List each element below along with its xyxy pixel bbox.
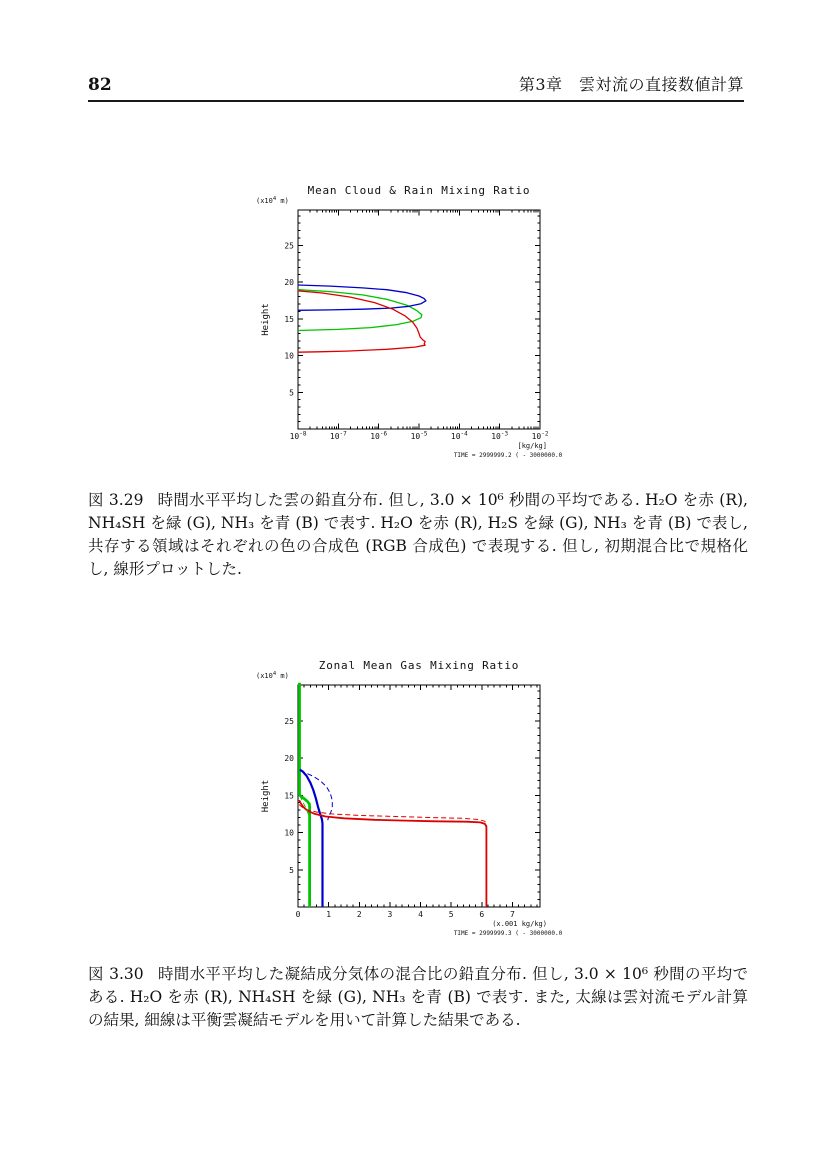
series-NH3-equilibrium-thin-blue — [300, 771, 332, 821]
figure-3-30-label: 図 3.30 — [88, 965, 144, 983]
mean-cloud-rain-mixing-ratio-plot — [250, 180, 590, 480]
y-axis-label: Height — [261, 779, 271, 813]
x-tick-label: 1 — [326, 910, 332, 919]
series-NH3-cloud-blue — [298, 285, 426, 310]
x-tick-label: 4 — [418, 910, 423, 919]
time-annotation: TIME = 2999999.3 ( - 3000000.0 — [453, 930, 563, 937]
y-tick-label: 20 — [284, 754, 294, 764]
x-tick-label: $10^{-5}$ — [410, 430, 428, 441]
time-annotation: TIME = 2999999.2 ( - 3000000.0 — [453, 452, 563, 459]
y-tick-label: 5 — [289, 388, 294, 398]
figure-3-29-caption-text: 時間水平平均した雲の鉛直分布. 但し, 3.0 × 10⁶ 秒間の平均である. H₂O を赤 (R), NH₄SH を緑 (G), NH₃ を青 (B) で表す. H₂O を赤 (R), H₂S を緑 (G), NH₃ を青 (B) で表し, 共存する領域はそれぞれの色の合成色 (RGB 合成色) で表現する. 但し, 初期混合比で規格化し, 線形プロットした. — [88, 491, 748, 578]
axes — [298, 210, 540, 429]
x-tick-label: 3 — [387, 910, 393, 919]
zonal-mean-gas-mixing-ratio-plot — [250, 655, 590, 955]
chart-title: Mean Cloud & Rain Mixing Ratio — [307, 184, 531, 197]
x-tick-label: $10^{-3}$ — [491, 430, 509, 441]
figure-3-29-label: 図 3.29 — [88, 491, 144, 509]
y-axis-label: Height — [261, 303, 271, 336]
figure-3-29-caption — [88, 489, 748, 581]
x-tick-label: $10^{-4}$ — [450, 430, 468, 441]
page-number: 82 — [88, 75, 112, 95]
series-NH3-gas-thick-blue — [300, 770, 323, 907]
figure-3-30-caption — [88, 963, 748, 1032]
figure-3-29-chart — [250, 180, 590, 484]
x-tick-label: 6 — [479, 910, 485, 919]
y-tick-label: 25 — [284, 241, 294, 251]
series-NH4SH-gas-thick-green — [300, 683, 310, 907]
axes — [298, 685, 540, 907]
page-header — [88, 72, 744, 102]
series-H2O-cloud-red — [298, 291, 425, 352]
y-tick-label: 15 — [284, 314, 294, 324]
x-tick-label: 5 — [448, 910, 454, 919]
y-tick-label: 20 — [284, 278, 294, 288]
x-tick-label: 7 — [510, 910, 515, 919]
figure-3-30-chart — [250, 655, 590, 959]
y-tick-label: 10 — [284, 351, 294, 361]
x-tick-label: $10^{-6}$ — [370, 430, 388, 441]
y-tick-label: 25 — [284, 716, 294, 726]
x-axis-unit-label: [kg/kg] — [517, 442, 547, 450]
chapter-title: 第3章 雲対流の直接数値計算 — [518, 75, 744, 94]
x-tick-label: $10^{-8}$ — [289, 430, 307, 441]
y-axis-unit-label: ($x10^4$ m) — [256, 196, 289, 205]
x-axis-unit-label: (x.001 kg/kg) — [492, 920, 547, 928]
x-tick-label: 2 — [356, 910, 362, 919]
x-tick-label: $10^{-2}$ — [531, 430, 549, 441]
x-tick-label: 0 — [295, 910, 301, 919]
y-tick-label: 5 — [289, 865, 294, 875]
series-H2O-gas-thick-red — [299, 800, 486, 907]
x-tick-label: $10^{-7}$ — [329, 430, 347, 441]
y-axis-unit-label: ($x10^4$ m) — [256, 671, 289, 680]
y-tick-label: 15 — [284, 791, 294, 801]
figure-3-30-caption-text: 時間水平平均した凝結成分気体の混合比の鉛直分布. 但し, 3.0 × 10⁶ 秒間の平均である. H₂O を赤 (R), NH₄SH を緑 (G), NH₃ を青 (B) で表す. また, 太線は雲対流モデル計算の結果, 細線は平衡雲凝結モデルを用いて計算した結果である. — [88, 965, 748, 1029]
y-tick-label: 10 — [284, 828, 294, 838]
chart-title: Zonal Mean Gas Mixing Ratio — [318, 659, 520, 672]
